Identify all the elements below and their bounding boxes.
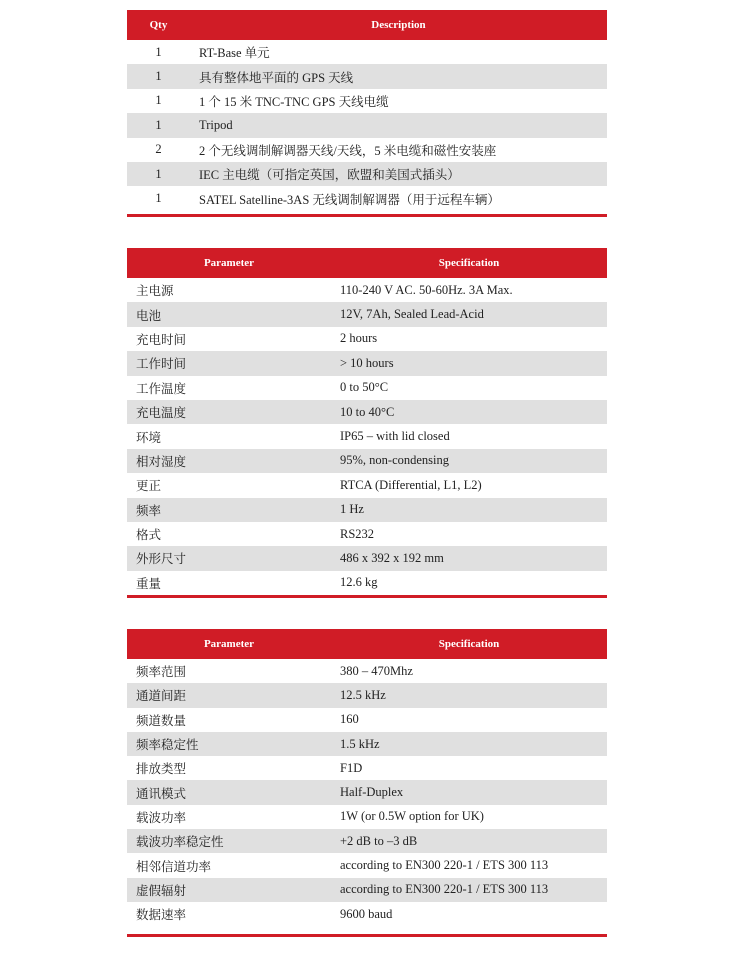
description-cell: Tripod bbox=[190, 113, 607, 137]
specification-cell: 1 Hz bbox=[331, 498, 607, 522]
table-row bbox=[127, 186, 607, 210]
parameter-cell: 相对湿度 bbox=[127, 449, 331, 473]
table-row bbox=[127, 473, 607, 497]
qty-cell: 1 bbox=[127, 64, 190, 88]
table-row bbox=[127, 708, 607, 732]
parameter-cell: 主电源 bbox=[136, 284, 174, 299]
specification-cell: 486 x 392 x 192 mm bbox=[331, 546, 607, 570]
parameter-cell: 格式 bbox=[136, 528, 162, 543]
qty-header: Qty bbox=[127, 10, 190, 40]
specification-cell: 1.5 kHz bbox=[331, 732, 607, 756]
parameter-cell: 充电时间 bbox=[136, 332, 187, 347]
description-cell: 2 个无线调制解调器天线/天线，5 米电缆和磁性安装座 bbox=[199, 143, 497, 158]
specification-cell: 9600 baud bbox=[340, 906, 393, 921]
parameter-cell: 载波功率稳定性 bbox=[127, 829, 331, 853]
specification-cell: 2 hours bbox=[340, 331, 378, 346]
table-row bbox=[127, 498, 607, 522]
base-spec-table-bottom-rule bbox=[127, 595, 607, 598]
qty-cell: 1 bbox=[155, 191, 162, 206]
table-row bbox=[127, 449, 607, 473]
parameter-cell: 虚假辐射 bbox=[127, 878, 331, 902]
table-row bbox=[127, 278, 607, 302]
table-row bbox=[127, 302, 607, 326]
contents-table bbox=[127, 10, 607, 211]
parameter-cell: 外形尺寸 bbox=[127, 546, 331, 570]
table-row bbox=[127, 683, 607, 707]
specification-cell: 110-240 V AC. 50-60Hz. 3A Max. bbox=[340, 282, 513, 297]
specification-cell: 1W (or 0.5W option for UK) bbox=[340, 809, 484, 824]
table-row bbox=[127, 878, 607, 902]
radio-spec-table-bottom-rule bbox=[127, 934, 607, 937]
parameter-cell: 相邻信道功率 bbox=[136, 859, 212, 874]
qty-cell: 1 bbox=[127, 162, 190, 186]
parameter-cell: 频道数量 bbox=[136, 713, 187, 728]
parameter-cell: 电池 bbox=[127, 302, 331, 326]
radio-spec-header-row bbox=[127, 629, 607, 659]
table-row bbox=[127, 829, 607, 853]
table-row bbox=[127, 138, 607, 162]
table-row bbox=[127, 853, 607, 877]
table-row bbox=[127, 732, 607, 756]
parameter-cell: 数据速率 bbox=[136, 908, 187, 923]
parameter-cell: 频率稳定性 bbox=[127, 732, 331, 756]
table-row bbox=[127, 113, 607, 137]
specification-header: Specification bbox=[331, 629, 607, 659]
description-cell: 具有整体地平面的 GPS 天线 bbox=[190, 64, 607, 88]
specification-cell: 0 to 50°C bbox=[340, 380, 389, 395]
table-row bbox=[127, 522, 607, 546]
parameter-cell: 工作温度 bbox=[136, 381, 187, 396]
qty-cell: 1 bbox=[155, 93, 162, 108]
specification-cell: 12.5 kHz bbox=[331, 683, 607, 707]
qty-cell: 1 bbox=[127, 113, 190, 137]
table-row bbox=[127, 805, 607, 829]
table-row bbox=[127, 89, 607, 113]
parameter-cell: 通讯模式 bbox=[127, 780, 331, 804]
parameter-cell: 工作时间 bbox=[127, 351, 331, 375]
parameter-cell: 频率范围 bbox=[136, 665, 187, 680]
specification-cell: 10 to 40°C bbox=[331, 400, 607, 424]
description-cell: SATEL Satelline-3AS 无线调制解调器（用于远程车辆） bbox=[199, 192, 500, 207]
table-row bbox=[127, 756, 607, 780]
base-spec-table bbox=[127, 248, 607, 595]
specification-cell: 12V, 7Ah, Sealed Lead-Acid bbox=[331, 302, 607, 326]
radio-spec-table bbox=[127, 629, 607, 926]
specification-cell: RS232 bbox=[340, 526, 375, 541]
specification-cell: according to EN300 220-1 / ETS 300 113 bbox=[331, 878, 607, 902]
parameter-cell: 充电温度 bbox=[127, 400, 331, 424]
table-row bbox=[127, 351, 607, 375]
specification-cell: +2 dB to –3 dB bbox=[331, 829, 607, 853]
description-cell: IEC 主电缆（可指定英国，欧盟和美国式插头） bbox=[190, 162, 607, 186]
table-row bbox=[127, 546, 607, 570]
qty-cell: 1 bbox=[155, 44, 162, 59]
table-row bbox=[127, 659, 607, 683]
contents-header-row bbox=[127, 10, 607, 40]
specification-cell: 12.6 kg bbox=[340, 575, 378, 590]
table-row bbox=[127, 571, 607, 595]
table-row bbox=[127, 902, 607, 926]
table-row bbox=[127, 162, 607, 186]
specification-header: Specification bbox=[331, 248, 607, 278]
parameter-cell: 排放类型 bbox=[136, 762, 187, 777]
description-cell: RT-Base 单元 bbox=[199, 46, 270, 61]
table-row bbox=[127, 780, 607, 804]
specification-cell: IP65 – with lid closed bbox=[340, 429, 450, 444]
parameter-header: Parameter bbox=[127, 629, 331, 659]
specification-cell: > 10 hours bbox=[331, 351, 607, 375]
table-row bbox=[127, 376, 607, 400]
specification-cell: F1D bbox=[340, 760, 363, 775]
table-row bbox=[127, 40, 607, 64]
parameter-cell: 更正 bbox=[136, 479, 162, 494]
description-header: Description bbox=[190, 10, 607, 40]
base-spec-header-row bbox=[127, 248, 607, 278]
parameter-cell: 通道间距 bbox=[127, 683, 331, 707]
parameter-header: Parameter bbox=[127, 248, 331, 278]
specification-cell: Half-Duplex bbox=[331, 780, 607, 804]
parameter-cell: 频率 bbox=[127, 498, 331, 522]
table-row bbox=[127, 327, 607, 351]
table-row bbox=[127, 400, 607, 424]
specification-cell: 380 – 470Mhz bbox=[340, 663, 413, 678]
parameter-cell: 载波功率 bbox=[136, 810, 187, 825]
table-row bbox=[127, 64, 607, 88]
description-cell: 1 个 15 米 TNC-TNC GPS 天线电缆 bbox=[199, 94, 389, 109]
qty-cell: 2 bbox=[155, 142, 162, 157]
table-row bbox=[127, 424, 607, 448]
specification-cell: 160 bbox=[340, 712, 359, 727]
parameter-cell: 环境 bbox=[136, 430, 162, 445]
specification-cell: according to EN300 220-1 / ETS 300 113 bbox=[340, 858, 549, 873]
parameter-cell: 重量 bbox=[136, 576, 162, 591]
specification-cell: 95%, non-condensing bbox=[331, 449, 607, 473]
specification-cell: RTCA (Differential, L1, L2) bbox=[340, 477, 482, 492]
contents-table-bottom-rule bbox=[127, 214, 607, 217]
